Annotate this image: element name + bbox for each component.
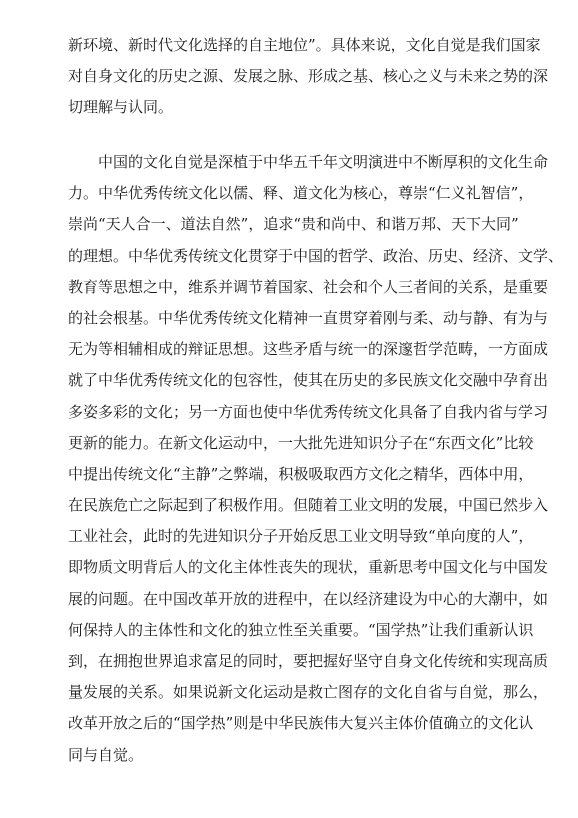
text-line: 崇尚“天人合一、道法自然”，追求“贵和尚中、和谐万邦、天下大同” — [68, 215, 519, 234]
text-line: 改革开放之后的“国学热”则是中华民族伟大复兴主体价值确立的文化认 — [68, 714, 534, 733]
text-line: 切理解与认同。 — [68, 98, 174, 117]
text-line: 何保持人的主体性和文化的独立性至关重要。“国学热”让我们重新认识 — [68, 620, 534, 639]
paragraph-chinese-cultural-awareness — [68, 147, 564, 771]
text-line: 量发展的关系。如果说新文化运动是救亡图存的文化自省与自觉，那么， — [68, 683, 549, 702]
text-line: 中国的文化自觉是深植于中华五千年文明演进中不断厚积的文化生命 — [98, 153, 549, 171]
text-line: 工业社会，此时的先进知识分子开始反思工业文明导致“单向度的人”， — [68, 527, 534, 546]
text-line: 多姿多彩的文化；另一方面也使中华优秀传统文化具备了自我内省与学习 — [68, 402, 549, 421]
text-line: 在民族危亡之际起到了积极作用。但随着工业文明的发展，中国已然步入 — [68, 496, 549, 515]
text-line: 同与自觉。 — [68, 745, 144, 764]
text-line: 新环境、新时代文化选择的自主地位”。具体来说，文化自觉是我们国家 — [68, 36, 541, 54]
text-line: 即物质文明背后人的文化主体性丧失的现状，重新思考中国文化与中国发 — [68, 558, 549, 577]
text-line: 中提出传统文化“主静”之弊端，积极吸取西方文化之精华，西体中用， — [68, 464, 534, 483]
text-line: 更新的能力。在新文化运动中，一大批先进知识分子在“东西文化”比较 — [68, 433, 534, 452]
paragraph-cultural-awareness-definition — [68, 30, 549, 124]
text-line: 力。中华优秀传统文化以儒、释、道文化为核心，尊崇“仁义礼智信”， — [68, 184, 534, 203]
text-line: 教育等思想之中，维系并调节着国家、社会和个人三者间的关系，是重要 — [68, 277, 549, 296]
text-line: 就了中华优秀传统文化的包容性，使其在历史的多民族文化交融中孕育出 — [68, 371, 549, 390]
text-line: 展的问题。在中国改革开放的进程中，在以经济建设为中心的大潮中，如 — [68, 589, 549, 608]
text-line: 到，在拥抱世界追求富足的同时，要把握好坚守自身文化传统和实现高质 — [68, 652, 549, 670]
text-line: 无为等相辅相成的辩证思想。这些矛盾与统一的深邃哲学范畴，一方面成 — [68, 340, 549, 359]
text-line: 的社会根基。中华优秀传统文化精神一直贯穿着刚与柔、动与静、有为与 — [68, 308, 549, 327]
text-line: 的理想。中华优秀传统文化贯穿于中国的哲学、政治、历史、经济、文学、 — [68, 246, 564, 265]
text-line: 对自身文化的历史之源、发展之脉、形成之基、核心之义与未来之势的深 — [68, 67, 549, 86]
